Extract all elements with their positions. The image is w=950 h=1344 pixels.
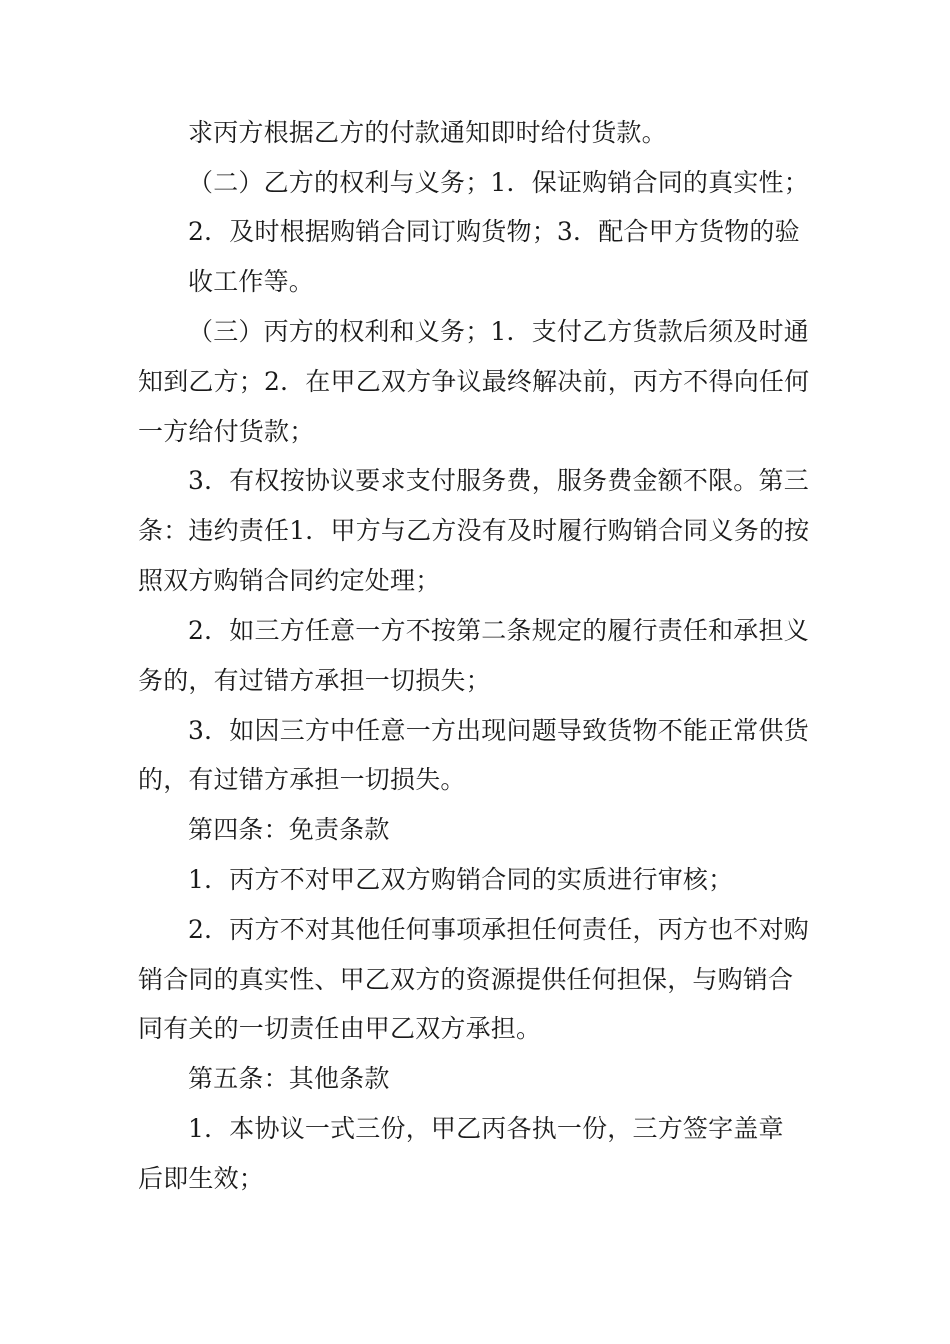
text-line: 知到乙方；2．在甲乙双方争议最终解决前，丙方不得向任何	[138, 367, 810, 396]
text-line: 照双方购销合同约定处理；	[138, 566, 441, 595]
text-line: 收工作等。	[188, 267, 315, 296]
text-line: 销合同的真实性、甲乙双方的资源提供任何担保，与购销合	[138, 965, 794, 994]
text-line: 2．及时根据购销合同订购货物；3．配合甲方货物的验	[188, 217, 800, 246]
text-line: 后即生效；	[138, 1164, 265, 1193]
text-line: 3．有权按协议要求支付服务费，服务费金额不限。第三	[188, 466, 809, 495]
text-line: 条：违约责任1．甲方与乙方没有及时履行购销合同义务的按	[138, 516, 810, 545]
text-line: 2．如三方任意一方不按第二条规定的履行责任和承担义	[188, 616, 809, 645]
section-heading: 第四条：免责条款	[188, 815, 390, 844]
text-line: （三）丙方的权利和义务；1．支付乙方货款后须及时通	[188, 317, 809, 346]
text-line: 1．丙方不对甲乙双方购销合同的实质进行审核；	[188, 865, 734, 894]
text-line: （二）乙方的权利与义务；1．保证购销合同的真实性；	[188, 168, 809, 197]
text-line: 2．丙方不对其他任何事项承担任何责任，丙方也不对购	[188, 915, 809, 944]
section-heading: 第五条：其他条款	[188, 1064, 390, 1093]
text-line: 3．如因三方中任意一方出现问题导致货物不能正常供货	[188, 716, 809, 745]
text-line: 同有关的一切责任由甲乙双方承担。	[138, 1014, 542, 1043]
text-line: 的，有过错方承担一切损失。	[138, 765, 466, 794]
text-line: 求丙方根据乙方的付款通知即时给付货款。	[188, 118, 667, 147]
text-line: 务的，有过错方承担一切损失；	[138, 666, 491, 695]
text-line: 一方给付货款；	[138, 417, 315, 446]
text-line: 1．本协议一式三份，甲乙丙各执一份，三方签字盖章	[188, 1114, 784, 1143]
